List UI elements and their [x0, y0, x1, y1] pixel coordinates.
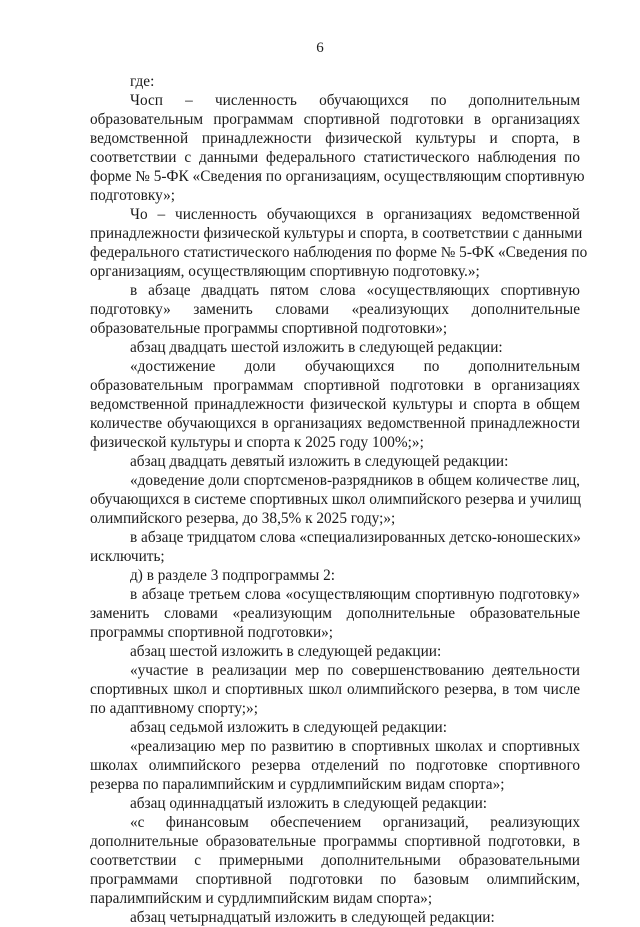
- text-line: в абзаце тридцатом слова «специализированных детско-юношеских»: [130, 529, 581, 546]
- text-line: физической культуры и спорта к 2025 году 100%;»;: [90, 434, 424, 451]
- text-line: соответствии с примерными дополнительными образовательными: [90, 852, 580, 869]
- text-line: абзац четырнадцатый изложить в следующей редакции:: [130, 909, 495, 926]
- text-line: «реализацию мер по развитию в спортивных школах и спортивных: [130, 738, 580, 755]
- text-line: заменить словами «реализующим дополнительные образовательные: [90, 605, 580, 622]
- text-line: образовательным программам спортивной подготовки в организациях: [90, 377, 580, 394]
- text-line: ведомственной принадлежности физической культуры и спорта, в: [90, 130, 580, 147]
- text-line: олимпийского резерва, до 38,5% к 2025 году;»;: [90, 510, 396, 527]
- text-line: обучающихся в системе спортивных школ олимпийского резерва и училищ: [90, 491, 582, 508]
- text-line: резерва по паралимпийским и сурдлимпийским видам спорта»;: [90, 776, 505, 793]
- text-line: Чо – численность обучающихся в организациях ведомственной: [130, 206, 580, 223]
- text-line: спортивных школ и спортивных школ олимпийского резерва, в том числе: [90, 681, 580, 698]
- text-line: соответствии с данными федерального статистического наблюдения по: [90, 149, 580, 166]
- text-line: абзац седьмой изложить в следующей редакции:: [130, 719, 447, 736]
- text-line: абзац одиннадцатый изложить в следующей редакции:: [130, 795, 488, 812]
- text-line: количестве обучающихся в организациях ведомственной принадлежности: [90, 415, 580, 432]
- text-line: подготовку» заменить словами «реализующих дополнительные: [90, 301, 580, 318]
- page-number: 6: [316, 40, 324, 56]
- text-line: форме № 5-ФК «Сведения по организациям, осуществляющим спортивную: [90, 168, 585, 185]
- text-line: абзац двадцать шестой изложить в следующей редакции:: [130, 339, 503, 356]
- document-body: [90, 72, 588, 927]
- text-line: «участие в реализации мер по совершенствованию деятельности: [130, 662, 580, 679]
- text-line: в абзаце третьем слова «осуществляющим спортивную подготовку»: [130, 586, 580, 603]
- text-line: принадлежности физической культуры и спорта, в соответствии с данными: [90, 225, 583, 242]
- text-line: абзац двадцать девятый изложить в следующей редакции:: [130, 453, 509, 470]
- text-line: образовательные программы спортивной подготовки»;: [90, 320, 448, 337]
- text-line: «доведение доли спортсменов-разрядников в общем количестве лиц,: [130, 472, 580, 489]
- text-line: паралимпийским и сурдлимпийским видам спорта»;: [90, 890, 433, 907]
- text-line: Чосп – численность обучающихся по дополнительным: [130, 92, 580, 109]
- text-line: абзац шестой изложить в следующей редакции:: [130, 643, 442, 660]
- text-line: федерального статистического наблюдения по форме № 5-ФК «Сведения по: [90, 244, 588, 261]
- text-line: д) в разделе 3 подпрограммы 2:: [130, 567, 335, 584]
- text-line: «с финансовым обеспечением организаций, реализующих: [130, 814, 580, 831]
- text-line: образовательным программам спортивной подготовки в организациях: [90, 111, 580, 128]
- text-line: в абзаце двадцать пятом слова «осуществляющих спортивную: [130, 282, 580, 299]
- text-line: организациям, осуществляющим спортивную подготовку.»;: [90, 263, 480, 280]
- text-line: подготовку»;: [90, 187, 176, 204]
- text-line: по адаптивному спорту;»;: [90, 700, 258, 717]
- text-line: программы спортивной подготовки»;: [90, 624, 334, 641]
- text-line: школах олимпийского резерва отделений по подготовке спортивного: [90, 757, 580, 774]
- text-line: исключить;: [90, 548, 165, 565]
- text-line: ведомственной принадлежности физической культуры и спорта в общем: [90, 396, 580, 413]
- text-line: программами спортивной подготовки по базовым олимпийским,: [90, 871, 580, 888]
- text-line: где:: [130, 73, 155, 90]
- text-line: «достижение доли обучающихся по дополнительным: [130, 358, 580, 375]
- text-line: дополнительные образовательные программы спортивной подготовки, в: [90, 833, 580, 850]
